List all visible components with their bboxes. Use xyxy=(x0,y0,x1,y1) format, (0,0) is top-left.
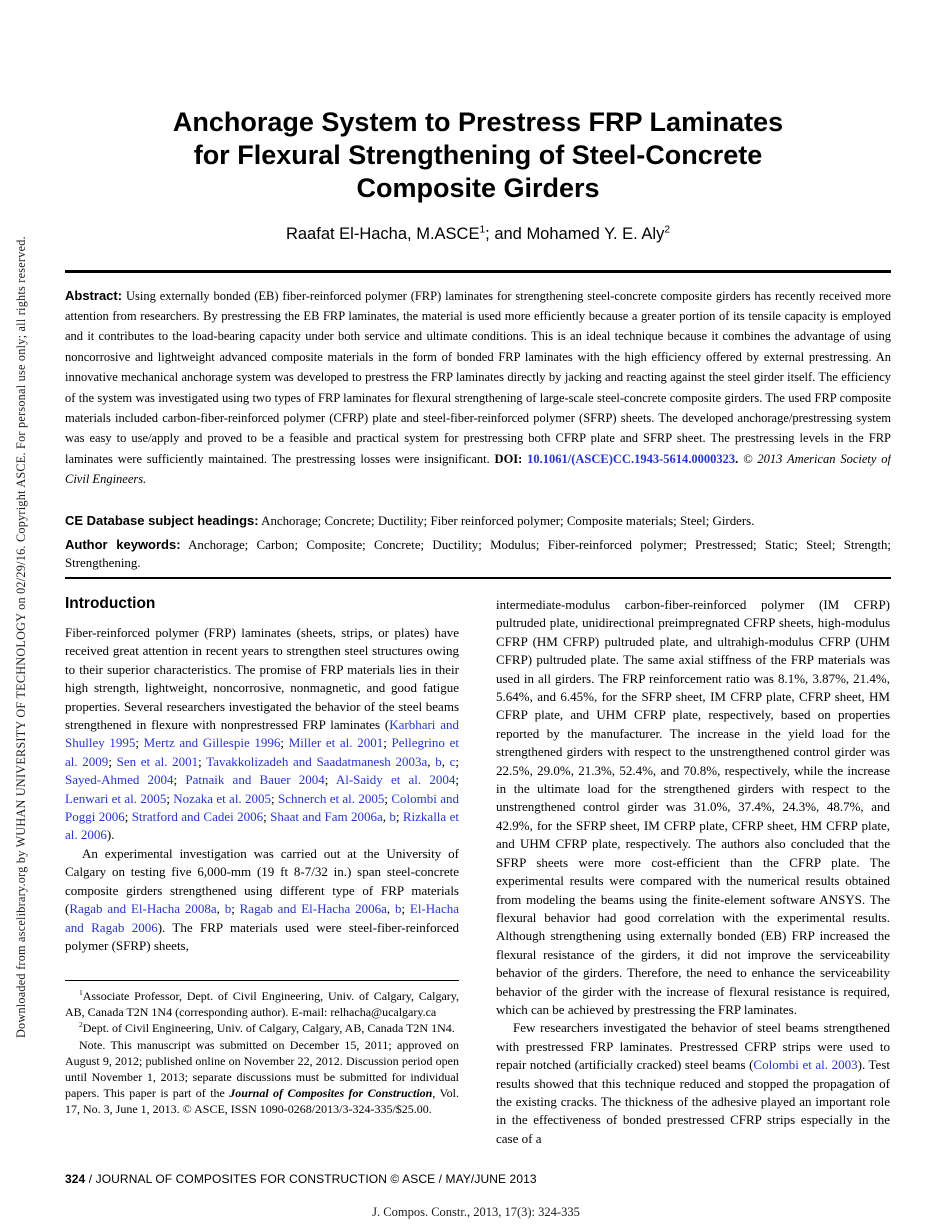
citation-link[interactable]: Karbhari and Shulley 1995 xyxy=(65,717,459,751)
text-segment: , xyxy=(427,753,436,769)
text-segment: ; xyxy=(231,901,240,917)
citation-link[interactable]: 10.1061/(ASCE)CC.1943-5614.0000323 xyxy=(527,451,736,466)
text-segment: Note. This manuscript was submitted on December 15, 2011; approved on August 9, 2012; published online on November 22, 2012. Discussion period open until November 1, 2013; separate discussions must be submitted for individual papers. This paper is part of the xyxy=(65,1037,459,1101)
text-segment: , xyxy=(386,901,395,917)
text-segment: DOI: xyxy=(494,451,528,466)
text-segment: , Vol. 17, No. 3, June 1, 2013. © ASCE, ISSN 1090-0268/2013/3-324-335/$25.00. xyxy=(65,1086,459,1117)
text-segment: Journal of Composites for Construction xyxy=(229,1086,433,1101)
introduction-heading: Introduction xyxy=(65,595,156,612)
page-title xyxy=(65,0,891,205)
abstract-section xyxy=(65,286,891,512)
text-segment: 1 xyxy=(79,988,83,997)
text-segment: Anchorage; Concrete; Ductility; Fiber reinforced polymer; Composite materials; Steel; Girders. xyxy=(258,513,755,528)
citation-line: J. Compos. Constr., 2013, 17(3): 324-335 xyxy=(372,1205,580,1219)
citation-link[interactable]: Colombi et al. 2003 xyxy=(753,1057,858,1073)
text-segment: ; xyxy=(455,772,459,788)
page-body xyxy=(65,0,891,1174)
text-segment: ; xyxy=(124,809,132,825)
citation-link[interactable]: b xyxy=(394,901,402,917)
citation-link[interactable]: Shaat and Fam 2006a xyxy=(270,809,383,825)
text-segment: 1 xyxy=(479,224,486,236)
text-segment: ). Test results showed that this technique reduced and stopped the propagation of the existing cracks. The thickness of the adhesive played an important role in the effectiveness of bonded prestressed CFRP strips especially in the case of a xyxy=(496,1057,890,1146)
text-segment: ; xyxy=(173,772,186,788)
citation-link[interactable]: Ragab and El-Hacha 2006a xyxy=(239,901,387,917)
text-segment: CE Database subject headings: xyxy=(65,512,259,528)
paragraph xyxy=(65,845,459,955)
author-keywords-line xyxy=(65,536,891,572)
citation-link[interactable]: Rizkalla et al. 2006 xyxy=(65,809,459,843)
authors-line xyxy=(65,225,891,244)
text-segment: © 2013 American Society of Civil Engineers. xyxy=(65,451,891,487)
text-segment: , xyxy=(382,809,390,825)
citation-link[interactable]: Mertz and Gillespie 1996 xyxy=(143,735,281,751)
text-segment: . xyxy=(735,451,744,466)
text-segment: ; and Mohamed Y. E. Aly xyxy=(485,225,665,243)
citation-link[interactable]: Al-Saidy et al. 2004 xyxy=(335,772,456,788)
citation-link[interactable]: Stratford and Cadei 2006 xyxy=(131,809,264,825)
two-column-body xyxy=(65,596,891,1174)
text-segment: intermediate-modulus carbon-fiber-reinforced polymer (IM CFRP) pultruded plate, unidirectional preimpregnated CFRP sheets, high-modulus CFRP (HM CFRP) pultruded plate, and ultrahigh-modulus CFRP (UHM CFRP) pultruded plate. The same axial stiffness of the FRP materials was used in all girders. The FRP reinforcement ratio was 8.1%, 3.87%, 21.4%, 5.64%, and 6.45%, for the SFRP sheet, IM CFRP plate, CFRP sheet, HM CFRP plate, and UHM CFRP plate, respectively, based on properties reported by the manufacturer. The increase in the yield load for the strengthened girders with respect to the unstrengthened control girder was 22.5%, 29.0%, 21.3%, 52.4%, and 70.8%, respectively, while the increase in the ultimate load for the strengthened girders with respect to the unstrengthened control girder was 31.0%, 37.4%, 24.3%, 48.7%, and 42.9%, for the SFRP sheet, IM CFRP plate, CFRP sheet, HM CFRP plate, and UHM CFRP plate, respectively. The authors also concluded that the SFRP sheets were more cost-efficient than the CFRP plate. The experimental results were compared with the numerical results obtained from modeling the beams using the finite-element software ANSYS. The flexural behavior had good correlation with the experimental results. Although strengthening using externally bonded (EB) FRP increased the flexural resistance of the girders, it did not improve the serviceability behavior of the girders. Therefore, the need to enhance the serviceability behavior of the girder with the increase of flexural resistance is required, which can be achieved by prestressing the FRP laminates. xyxy=(496,597,890,1017)
header-divider xyxy=(65,270,891,273)
text-segment: , xyxy=(441,753,450,769)
citation-link[interactable]: Tavakkolizadeh and Saadatmanesh 2003a xyxy=(206,753,428,769)
text-segment: ; xyxy=(401,901,410,917)
text-segment: ; xyxy=(108,753,117,769)
citation-link[interactable]: Schnerch et al. 2005 xyxy=(277,790,385,806)
citation-link[interactable]: Patnaik and Bauer 2004 xyxy=(185,772,325,788)
text-segment: ; xyxy=(395,809,403,825)
footnotes-block xyxy=(65,980,459,1118)
text-segment: ; xyxy=(455,753,459,769)
text-segment: ; xyxy=(271,790,278,806)
paragraph xyxy=(496,596,890,1019)
text-segment: An experimental investigation was carried out at the University of Calgary on testing five 6,000-mm (19 ft 8-7/32 in.) span steel-concrete composite girders strengthened using different type of FRP materials ( xyxy=(65,845,459,917)
text-segment: Author keywords: xyxy=(65,536,181,552)
text-segment: ; xyxy=(324,772,336,788)
ce-database-line xyxy=(65,512,891,530)
page-title-line-2: for Flexural Strengthening of Steel-Concrete xyxy=(193,140,763,170)
paragraph xyxy=(65,624,459,845)
paragraph xyxy=(65,1020,459,1036)
citation-link[interactable]: Nozaka et al. 2005 xyxy=(173,790,272,806)
paragraph xyxy=(65,988,459,1020)
citation-link[interactable]: c xyxy=(449,753,456,769)
text-segment: Few researchers investigated the behavior of steel beams strengthened with prestressed FRP laminates. Prestressed CFRP strips were used to repair notched (artificially cracked) steel beams ( xyxy=(496,1020,890,1073)
page-title-line-1: Anchorage System to Prestress FRP Laminates xyxy=(172,107,784,137)
text-segment: 2 xyxy=(79,1020,83,1030)
right-column xyxy=(496,596,890,1174)
text-segment: Raafat El-Hacha, M.ASCE xyxy=(285,225,480,243)
text-segment: 324 xyxy=(65,1172,86,1186)
left-column xyxy=(65,596,459,1174)
text-segment: Dept. of Civil Engineering, Univ. of Calgary, Calgary, AB, Canada T2N 1N4. xyxy=(82,1021,455,1036)
text-segment: ; xyxy=(166,790,174,806)
citation-link[interactable]: Miller et al. 2001 xyxy=(288,735,384,751)
text-segment: ; xyxy=(383,735,392,751)
text-segment: ; xyxy=(280,735,289,751)
citation-link[interactable]: Lenwari et al. 2005 xyxy=(65,790,167,806)
text-segment: ; xyxy=(384,790,392,806)
citation-link[interactable]: Sayed-Ahmed 2004 xyxy=(65,772,174,788)
citation-link[interactable]: b xyxy=(224,901,232,917)
text-segment: Fiber-reinforced polymer (FRP) laminates (sheets, strips, or plates) have received great attention in recent years to strengthen steel structures owing to their superior characteristics. The promise of FRP materials lies in their high strength, lightweight, noncorrosive, nonmagnetic, and good fatigue properties. Several researchers investigated the behavior of the steel beams strengthened in flexure with nonprestressed FRP laminates ( xyxy=(65,625,459,733)
paragraph xyxy=(496,1019,890,1148)
text-segment: Using externally bonded (EB) fiber-reinforced polymer (FRP) laminates for strengthening steel-concrete composite girders has recently received more attention from researchers. By prestressing the EB FRP laminates, the material is used more efficiently because a greater portion of its tensile capacity is employed and it contributes to the load-bearing capacity under both service and ultimate conditions. This is an ideal technique because it combines the advantage of using noncorrosive and lightweight advanced composite materials in the form of bonded FRP laminates with the high efficiency offered by external prestressing. An innovative mechanical anchorage system was developed to prestress the FRP laminates directly by jacking and reacting against the steel girder itself. The efficiency of the system was investigated using two types of FRP laminates for flexural strengthening of large-scale steel-concrete composite girders. The used FRP composite materials included carbon-fiber-reinforced polymer (CFRP) plate and steel-fiber-reinforced polymer (SFRP) sheets. The developed anchorage/prestressing system was easy to use/apply and proved to be a feasible and practical system for prestressing both CFRP plate and SFRP sheet. The prestressing levels in the FRP laminates were sufficiently maintained. The prestressing losses were insignificant. xyxy=(65,288,891,466)
introduction-paragraphs-left xyxy=(65,624,459,981)
text-segment: ; xyxy=(198,753,207,769)
text-segment: / JOURNAL OF COMPOSITES FOR CONSTRUCTION © ASCE / MAY/JUNE 2013 xyxy=(85,1172,537,1186)
text-segment: ; xyxy=(135,735,144,751)
citation-link[interactable]: Pellegrino et al. 2009 xyxy=(65,735,459,769)
citation-link[interactable]: b xyxy=(389,809,396,825)
citation-link[interactable]: Colombi and Poggi 2006 xyxy=(65,790,459,825)
paragraph xyxy=(65,1037,459,1118)
text-segment: ). The FRP materials used were steel-fiber-reinforced polymer (SFRP) sheets, xyxy=(65,919,459,953)
citation-link[interactable]: b xyxy=(435,753,442,769)
running-footer xyxy=(65,1172,891,1186)
text-segment: Abstract: xyxy=(65,287,123,303)
download-watermark: Downloaded from ascelibrary.org by WUHAN UNIVERSITY OF TECHNOLOGY on 02/29/16. Copyright ASCE. For personal use only; all rights reserved. xyxy=(14,236,28,1038)
citation-link[interactable]: El-Hacha and Ragab 2006 xyxy=(65,901,459,935)
text-segment: Associate Professor, Dept. of Civil Engineering, Univ. of Calgary, Calgary, AB, Canada T2N 1N4 (corresponding author). E-mail: relhacha@ucalgary.ca xyxy=(65,989,459,1020)
text-segment: ). xyxy=(106,827,115,843)
text-segment: Anchorage; Carbon; Composite; Concrete; Ductility; Modulus; Fiber-reinforced polymer; Prestressed; Static; Steel; Strength; Strengthening. xyxy=(65,537,891,570)
text-segment: ; xyxy=(263,809,271,825)
citation-link[interactable]: Ragab and El-Hacha 2008a xyxy=(69,901,217,917)
citation-link[interactable]: Sen et al. 2001 xyxy=(116,753,199,769)
text-segment: 2 xyxy=(664,224,671,236)
abstract-divider xyxy=(65,577,891,580)
text-segment: , xyxy=(216,901,225,917)
page-title-line-3: Composite Girders xyxy=(356,173,600,203)
